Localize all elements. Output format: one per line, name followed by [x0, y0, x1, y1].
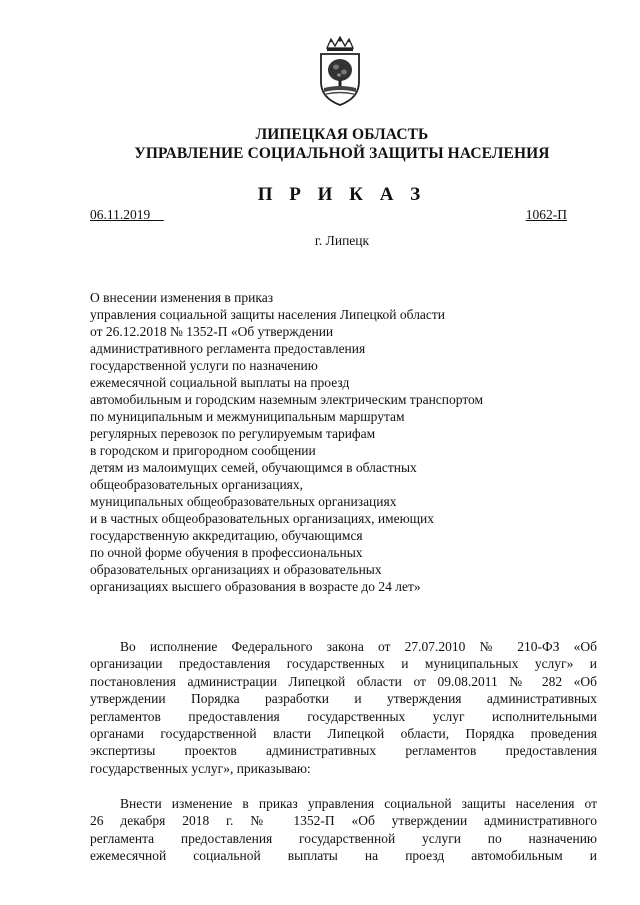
paragraph-line: регламента предоставления государственной услуги по назначению [90, 830, 597, 846]
subject-line: О внесении изменения в приказ [90, 290, 274, 305]
paragraph-line: органами государственной власти Липецкой области, Порядка проведения [90, 726, 597, 742]
order-paragraph [90, 795, 597, 865]
subject-line: регулярных перевозок по регулируемым тарифам [90, 426, 376, 441]
subject-line: образовательных организациях и образовательных [90, 562, 382, 577]
subject-line: от 26.12.2018 № 1352-П «Об утверждении [90, 324, 334, 339]
subject-line: в городском и пригородном сообщении [90, 443, 316, 458]
region-title: ЛИПЕЦКАЯ ОБЛАСТЬ [255, 126, 429, 143]
document-number: 1062-П [525, 207, 567, 222]
paragraph-line: организации предоставления государственных и муниципальных услуг» и [90, 656, 597, 672]
paragraph-line: государственных услуг», приказываю: [90, 760, 311, 776]
subject-line: детям из малоимущих семей, обучающимся в областных [90, 460, 417, 475]
paragraph-line: Внести изменение в приказ управления социальной защиты населения от [120, 796, 597, 811]
document-subject [90, 289, 530, 595]
subject-line: ежемесячной социальной выплаты на проезд [90, 375, 350, 390]
paragraph-line: экспертизы проектов административных регламентов предоставления [90, 743, 597, 759]
subject-line: муниципальных общеобразовательных организациях [90, 494, 397, 509]
paragraph-line: регламентов предоставления государственных услуг исполнительными [90, 708, 597, 724]
subject-line: государственной услуги по назначению [90, 358, 318, 373]
subject-line: организациях высшего образования в возрасте до 24 лет» [90, 579, 421, 594]
paragraph-line: 26 декабря 2018 г. № 1352-П «Об утверждении административного [90, 813, 597, 829]
subject-line: автомобильным и городским наземным электрическим транспортом [90, 392, 484, 407]
paragraph-line: утверждении Порядка разработки и утверждения административных [90, 691, 597, 707]
subject-line: административного регламента предоставления [90, 341, 366, 356]
paragraph-line: ежемесячной социальной выплаты на проезд автомобильным и [90, 848, 597, 864]
subject-line: государственную аккредитацию, обучающимся [90, 528, 363, 543]
subject-line: по муниципальным и межмуниципальным маршрутам [90, 409, 405, 424]
subject-line: по очной форме обучения в профессиональных [90, 545, 363, 560]
document-date: 06.11.2019 [90, 207, 164, 222]
subject-line: общеобразовательных организациях, [90, 477, 304, 492]
preamble-paragraph [90, 638, 597, 777]
subject-line: управления социальной защиты населения Липецкой области [90, 307, 446, 322]
document-city: г. Липецк [314, 233, 370, 248]
subject-line: и в частных общеобразовательных организациях, имеющих [90, 511, 435, 526]
paragraph-line: Во исполнение Федерального закона от 27.07.2010 № 210-ФЗ «Об [120, 639, 597, 654]
coat-of-arms-emblem [315, 36, 365, 108]
document-type-heading: П Р И К А З [257, 184, 427, 205]
department-title: УПРАВЛЕНИЕ СОЦИАЛЬНОЙ ЗАЩИТЫ НАСЕЛЕНИЯ [134, 145, 550, 162]
paragraph-line: постановления администрации Липецкой области от 09.08.2011 № 282 «Об [90, 673, 597, 689]
